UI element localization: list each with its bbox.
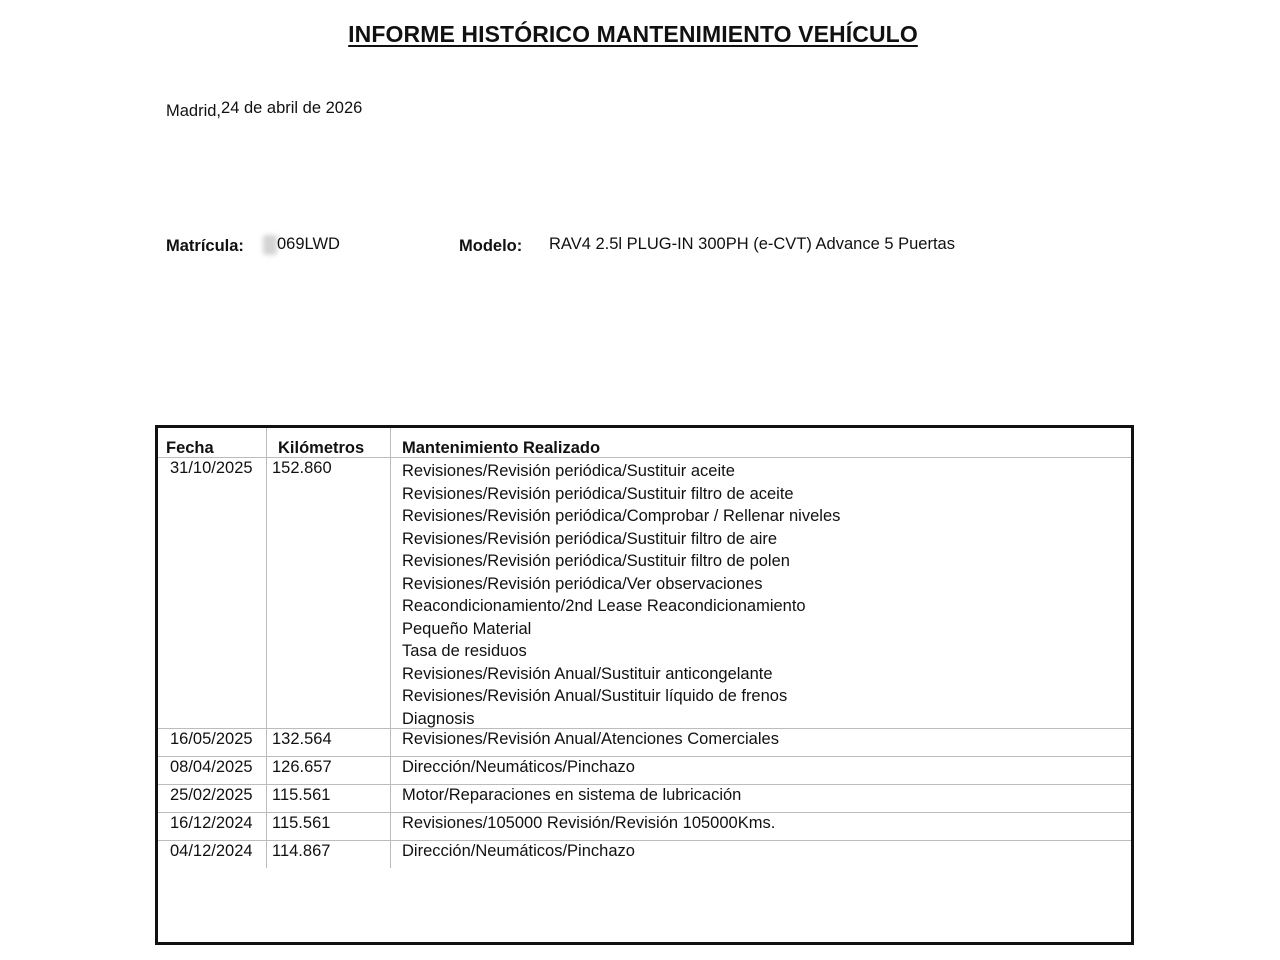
maintenance-item: Revisiones/Revisión Anual/Sustituir líquido de frenos [402, 687, 788, 705]
maintenance-item: Dirección/Neumáticos/Pinchazo [402, 758, 635, 776]
row-date: 25/02/2025 [170, 786, 253, 804]
column-divider-date [266, 428, 267, 868]
row-km: 132.564 [272, 730, 332, 748]
maintenance-items-list [402, 460, 840, 730]
header-date: Fecha [166, 439, 214, 457]
maintenance-item: Revisiones/Revisión Anual/Sustituir anticongelante [402, 664, 773, 683]
plate-value: 069LWD [277, 235, 340, 253]
column-divider-km [390, 428, 391, 868]
model-value: RAV4 2.5l PLUG-IN 300PH (e-CVT) Advance 5 Puertas [549, 235, 955, 253]
header-km: Kilómetros [278, 439, 365, 457]
row-divider [158, 840, 1131, 841]
row-divider [158, 756, 1131, 757]
maintenance-item: Diagnosis [402, 709, 475, 728]
maintenance-item: Revisiones/Revisión periódica/Ver observaciones [402, 574, 763, 593]
row-date: 04/12/2024 [170, 842, 253, 860]
row-date: 31/10/2025 [170, 459, 253, 477]
model-label: Modelo: [459, 237, 523, 255]
row-divider [158, 812, 1131, 813]
maintenance-item: Dirección/Neumáticos/Pinchazo [402, 842, 635, 860]
maintenance-item: Pequeño Material [402, 619, 532, 638]
date-text: 24 de abril de 2026 [221, 99, 363, 117]
row-divider [158, 784, 1131, 785]
place-text: Madrid, [166, 102, 222, 120]
row-km: 152.860 [272, 459, 332, 477]
header-maintenance: Mantenimiento Realizado [402, 439, 601, 457]
maintenance-item: Revisiones/Revisión periódica/Sustituir aceite [402, 462, 735, 480]
row-date: 16/12/2024 [170, 814, 253, 832]
maintenance-item: Reacondicionamiento/2nd Lease Reacondicionamiento [402, 597, 806, 615]
maintenance-item: Revisiones/Revisión periódica/Sustituir filtro de polen [402, 552, 790, 570]
row-km: 115.561 [272, 814, 331, 832]
row-km: 114.867 [272, 842, 331, 860]
maintenance-item: Revisiones/105000 Revisión/Revisión 105000Kms. [402, 814, 776, 832]
row-km: 115.561 [272, 786, 331, 804]
report-title: INFORME HISTÓRICO MANTENIMIENTO VEHÍCULO [348, 21, 918, 47]
maintenance-item: Revisiones/Revisión periódica/Comprobar / Rellenar niveles [402, 507, 841, 525]
place-date-line [166, 99, 362, 118]
row-km: 126.657 [272, 758, 332, 776]
maintenance-item: Motor/Reparaciones en sistema de lubricación [402, 786, 742, 804]
plate-label: Matrícula: [166, 237, 244, 255]
row-date: 16/05/2025 [170, 730, 253, 748]
maintenance-item: Revisiones/Revisión Anual/Atenciones Comerciales [402, 730, 779, 748]
maintenance-item: Revisiones/Revisión periódica/Sustituir filtro de aire [402, 529, 778, 548]
maintenance-item: Revisiones/Revisión periódica/Sustituir filtro de aceite [402, 484, 794, 503]
plate-redaction-blur [263, 235, 277, 255]
maintenance-item: Tasa de residuos [402, 642, 527, 660]
row-date: 08/04/2025 [170, 758, 253, 776]
